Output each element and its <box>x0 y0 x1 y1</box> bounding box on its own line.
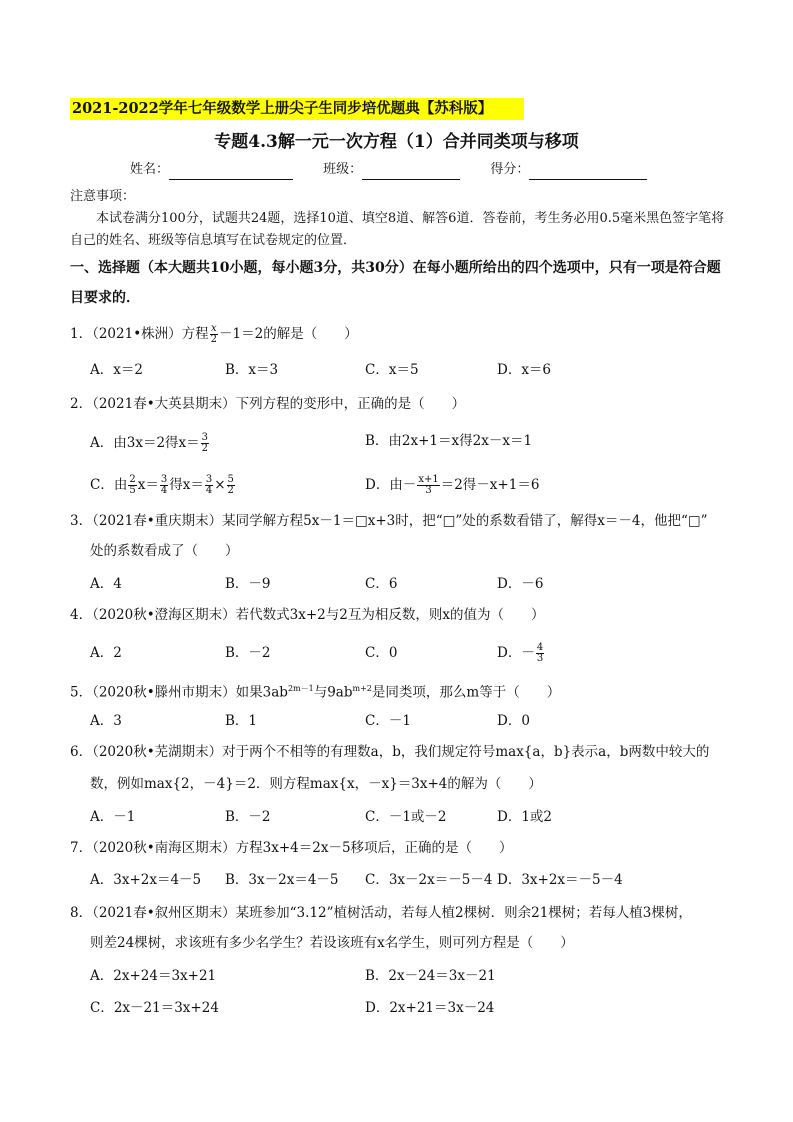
notice-text: 本试卷满分100分，试题共24题，选择10道、填空8道、解答6道．答卷前，考生务必用0.5毫米黑色签字笔将自己的姓名、班级等信息填写在试卷规定的位置． <box>70 211 725 248</box>
q2-option-c[interactable] <box>90 474 236 496</box>
question-6-line1: 6．（2020秋•芜湖期末）对于两个不相等的有理数a，b，我们规定符号max{a，b}表示a，b两数中较大的 <box>70 744 710 760</box>
class-field[interactable] <box>362 165 460 180</box>
q2-d-den: 3 <box>425 485 432 496</box>
q7-option-b[interactable]: B．3x－2x＝4－5 <box>225 872 339 888</box>
q1-stem-start: 1．（2021•株洲）方程 <box>70 326 209 342</box>
q2-c-den4: 2 <box>227 485 234 496</box>
question-5 <box>70 678 730 704</box>
q5-option-c[interactable]: C．－1 <box>365 713 411 729</box>
q2-c-den3: 4 <box>205 485 213 496</box>
question-3-line1: 3．（2021春•重庆期末）某同学解方程5x－1＝□x+3时，把“□”处的系数看错了，解得x＝－4，他把“□” <box>70 513 708 529</box>
question-4: 4．（2020秋•澄海区期末）若代数式3x+2与2互为相反数，则x的值为（ ） <box>70 607 545 623</box>
q4-d-text: D．－ <box>497 645 535 661</box>
q2-d-num: x+1 <box>418 474 439 485</box>
q2-option-b[interactable]: B．由2x+1＝x得2x－x＝1 <box>365 433 533 449</box>
q4-d-den: 3 <box>536 653 544 664</box>
q8-option-a[interactable]: A．2x+24＝3x+21 <box>90 968 217 984</box>
q2-c-text: C．由 <box>90 477 128 493</box>
q1-frac-num: x <box>211 323 217 334</box>
q1-fraction <box>210 324 218 345</box>
q5-option-d[interactable]: D．0 <box>497 713 530 729</box>
q2-c-frac4 <box>227 475 235 496</box>
q6-option-d[interactable]: D．1或2 <box>497 809 553 825</box>
q6-option-b[interactable]: B．－2 <box>225 809 271 825</box>
q4-option-d[interactable] <box>497 642 545 664</box>
q2-c-frac2 <box>160 475 168 496</box>
q5-option-a[interactable]: A．3 <box>90 713 122 729</box>
q5-exponent-1: 2m－1 <box>287 684 314 693</box>
q3-option-c[interactable]: C．6 <box>365 576 398 592</box>
q1-option-b[interactable]: B．x＝3 <box>225 362 279 378</box>
q2-option-d[interactable] <box>365 474 539 496</box>
q2-c-mid2: 得x＝ <box>169 477 204 493</box>
header-banner: 2021-2022学年七年级数学上册尖子生同步培优题典【苏科版】 <box>70 98 524 120</box>
question-3-line2: 处的系数看成了（ ） <box>90 543 239 559</box>
q2-c-den2: 4 <box>160 485 168 496</box>
q5-stem-mid: 与9ab <box>313 684 353 701</box>
q1-stem-end: －1＝2的解是（ ） <box>219 326 358 342</box>
score-field[interactable] <box>529 165 647 180</box>
q2-d-text: D．由－ <box>365 477 417 493</box>
q5-option-b[interactable]: B．1 <box>225 713 258 729</box>
q7-option-d[interactable]: D．3x+2x＝－5－4 <box>497 872 623 888</box>
name-label: 姓名： <box>130 162 170 177</box>
q7-option-c[interactable]: C．3x－2x＝－5－4 <box>365 872 493 888</box>
q3-option-b[interactable]: B．－9 <box>225 576 271 592</box>
q2-c-times: × <box>214 477 226 493</box>
q1-option-c[interactable]: C．x＝5 <box>365 362 419 378</box>
q2-c-num3: 3 <box>205 474 213 485</box>
q2-a-num: 3 <box>201 432 209 443</box>
question-2: 2．（2021春•大英县期末）下列方程的变形中，正确的是（ ） <box>70 396 466 412</box>
q2-option-a[interactable] <box>90 432 210 454</box>
question-6-line2: 数，例如max{2，－4}＝2．则方程max{x，－x}＝3x+4的解为（ ） <box>90 776 542 792</box>
q2-c-mid: x＝ <box>137 477 159 493</box>
q8-option-b[interactable]: B．2x－24＝3x－21 <box>365 968 496 984</box>
question-8-line1: 8．（2021春•叙州区期末）某班参加“3.12”植树活动，若每人植2棵树．则余21棵树；若每人植3棵树， <box>70 905 692 921</box>
name-field[interactable] <box>169 165 293 180</box>
q2-a-fraction <box>201 433 209 454</box>
q6-option-a[interactable]: A．－1 <box>90 809 136 825</box>
q3-option-d[interactable]: D．－6 <box>497 576 544 592</box>
q1-frac-den: 2 <box>210 334 218 345</box>
q4-d-num: 4 <box>536 642 544 653</box>
q2-c-den1: 5 <box>129 485 136 496</box>
q2-a-text: A．由3x＝2得x＝ <box>90 435 200 451</box>
class-label: 班级： <box>323 162 363 177</box>
q4-option-a[interactable]: A．2 <box>90 645 122 661</box>
q2-a-den: 2 <box>201 443 209 454</box>
q3-option-a[interactable]: A．4 <box>90 576 122 592</box>
q4-d-fraction <box>536 643 544 664</box>
page-title: 专题4.3解一元一次方程（1）合并同类项与移项 <box>214 132 579 152</box>
q2-c-num2: 3 <box>160 474 168 485</box>
q8-option-d[interactable]: D．2x+21＝3x－24 <box>365 1000 495 1016</box>
q1-option-d[interactable]: D．x＝6 <box>497 362 552 378</box>
q5-exponent-2: m+2 <box>352 684 372 693</box>
q6-option-c[interactable]: C．－1或－2 <box>365 809 447 825</box>
q2-d-end: ＝2得－x+1＝6 <box>440 477 540 493</box>
q2-c-num1: 2 <box>129 474 136 485</box>
q8-option-c[interactable]: C．2x－21＝3x+24 <box>90 1000 219 1016</box>
q1-option-a[interactable]: A．x＝2 <box>90 362 143 378</box>
question-8-line2: 则差24棵树，求该班有多少名学生？若设该班有x名学生，则可列方程是（ ） <box>90 935 574 951</box>
q2-c-frac3 <box>205 475 213 496</box>
q5-stem-end: 是同类项，那么m等于（ ） <box>371 684 561 701</box>
q7-option-a[interactable]: A．3x+2x＝4－5 <box>90 872 202 888</box>
question-7: 7．（2020秋•南海区期末）方程3x+4＝2x－5移项后，正确的是（ ） <box>70 840 513 856</box>
section-heading: 一、选择题（本大题共10小题，每小题3分，共30分）在每小题所给出的四个选项中，只有一项是符合题目要求的． <box>70 260 721 306</box>
q4-option-c[interactable]: C．0 <box>365 645 398 661</box>
notice-heading: 注意事项： <box>70 189 136 204</box>
q2-c-frac1 <box>128 475 136 496</box>
q2-d-fraction <box>417 475 439 496</box>
q4-option-b[interactable]: B．－2 <box>225 645 271 661</box>
score-label: 得分： <box>490 162 530 177</box>
q5-stem-start: 5．（2020秋•滕州市期末）如果3ab <box>70 684 288 701</box>
question-1 <box>70 323 730 345</box>
q2-c-num4: 5 <box>227 474 234 485</box>
student-info-line <box>130 160 673 180</box>
